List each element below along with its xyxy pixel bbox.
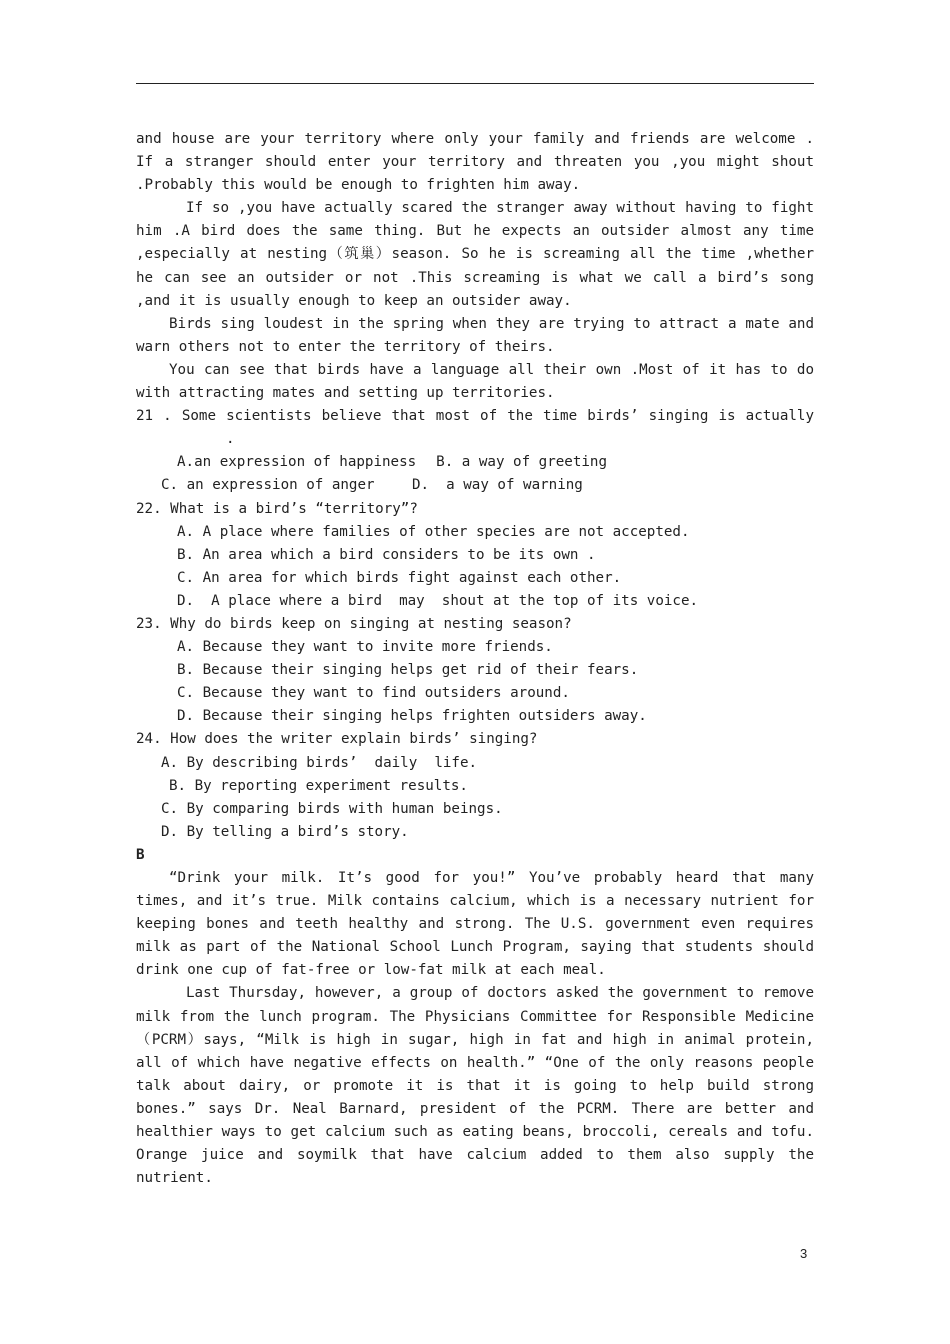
option-d: D. By telling a bird’s story. — [161, 823, 409, 840]
option-a: A. Because they want to invite more friends. — [177, 639, 553, 656]
question-24 — [136, 728, 814, 843]
option-a: A. A place where families of other species are not accepted. — [177, 523, 690, 540]
question-stem: 24. How does the writer explain birds’ singing? — [136, 731, 538, 748]
passage-b-paragraph-1: “Drink your milk. It’s good for you!” You’ve probably heard that many times, and it’s true. Milk contains calcium, which is a necessary nutrient for keeping bones and teeth healthy and strong. The U.S. government even requires milk as part of the National School Lunch Program, saying that students should drink one cup of fat-free or low-fat milk at each meal. — [136, 870, 814, 979]
option-a: A.an expression of happiness — [177, 454, 417, 471]
option-c: C. By comparing birds with human beings. — [161, 800, 503, 817]
option-c: C. an expression of anger — [161, 477, 375, 494]
option-d: D. Because their singing helps frighten outsiders away. — [177, 708, 647, 725]
option-b: B. By reporting experiment results. — [169, 777, 468, 794]
question-23 — [136, 613, 814, 728]
passage-a-paragraph-3: Birds sing loudest in the spring when they are trying to attract a mate and warn others not to enter the territory of theirs. — [136, 315, 814, 355]
passage-b-paragraph-2: Last Thursday, however, a group of doctors asked the government to remove milk from the lunch program. The Physicians Committee for Responsible Medicine（PCRM）says, “Milk is high in sugar, high in fat and high in animal protein, all of which have negative effects on health.” “One of the only reasons people talk about dairy, or promote it is that it is going to help build strong bones.” says Dr. Neal Barnard, president of the PCRM. There are better and healthier ways to get calcium such as eating beans, broccoli, cereals and tofu. Orange juice and soymilk that have calcium added to them also supply the nutrient. — [136, 985, 814, 1187]
option-b: B. a way of greeting — [436, 454, 608, 471]
question-stem-text: 21 . Some scientists believe that most of the time birds’ singing is actually — [136, 408, 814, 425]
page-body — [136, 128, 814, 1190]
passage-a-paragraph-4: You can see that birds have a language all their own .Most of it has to do with attracting mates and setting up territories. — [136, 361, 814, 402]
option-row — [136, 474, 814, 497]
passage-a-paragraph-1: and house are your territory where only your family and friends are welcome . If a stranger should enter your territory and threaten you ,you might shout .Probably this would be enough to frighten him away. — [136, 131, 814, 194]
question-stem-end: . — [226, 431, 235, 448]
question-stem: 22. What is a bird’s “territory”? — [136, 500, 418, 517]
header-rule — [136, 83, 814, 84]
page-number: 3 — [800, 1246, 808, 1261]
question-stem: 23. Why do birds keep on singing at nesting season? — [136, 615, 572, 632]
passage-a-paragraph-2: If so ,you have actually scared the stranger away without having to fight him .A bird does the same thing. But he expects an outsider almost any time ,especially at nesting（筑巢）season. So he is screaming all the time ,whether he can see an outsider or not .This screaming is what we call a bird’s song ,and it is usually enough to keep an outsider away. — [136, 200, 814, 309]
option-b: B. Because their singing helps get rid of their fears. — [177, 662, 639, 679]
option-row — [136, 451, 814, 474]
option-a: A. By describing birds’ daily life. — [161, 754, 478, 771]
question-stem — [136, 405, 814, 451]
section-heading: B — [136, 846, 145, 863]
option-d: D. a way of warning — [412, 477, 583, 494]
option-c: C. Because they want to find outsiders around. — [177, 685, 570, 702]
option-c: C. An area for which birds fight against each other. — [177, 569, 622, 586]
option-d: D. A place where a bird may shout at the top of its voice. — [177, 592, 699, 609]
question-21 — [136, 405, 814, 497]
option-b: B. An area which a bird considers to be its own . — [177, 546, 596, 563]
question-22 — [136, 498, 814, 613]
